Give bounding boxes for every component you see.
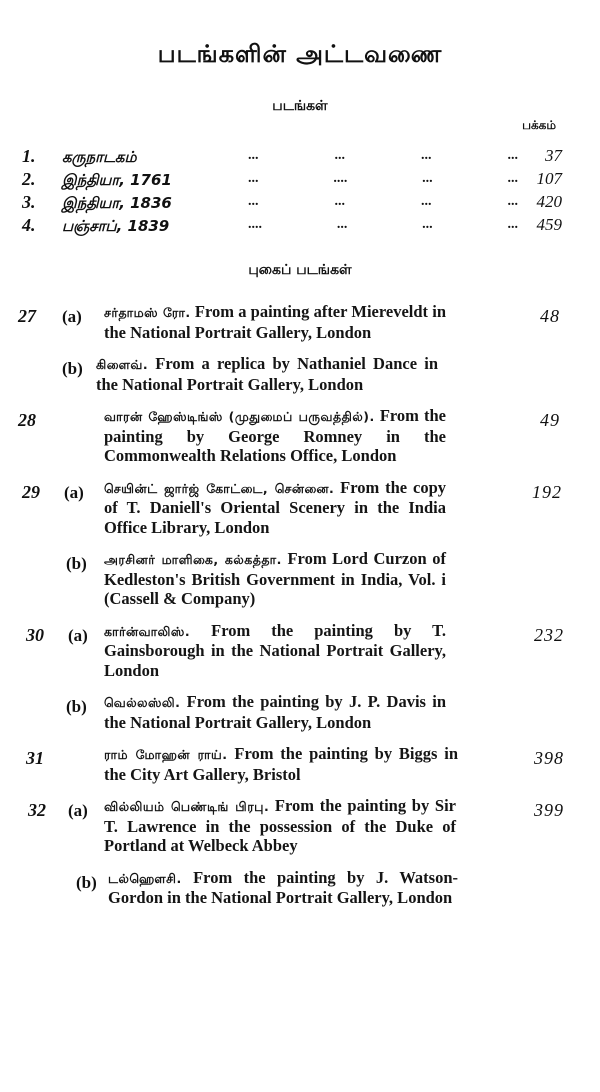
plate-caption xyxy=(104,796,456,856)
plate-caption xyxy=(104,692,446,732)
plate-source: From Lord Curzon of Kedleston's British Government in India, Vol. i (Cassell & Company) xyxy=(104,549,447,608)
map-entry xyxy=(22,169,562,192)
plate-page: 399 xyxy=(534,800,564,820)
plate-source: From the painting by Biggs in the City Art Gallery, Bristol xyxy=(104,744,459,784)
plate-letter: (a) xyxy=(64,482,84,502)
plate-source: From the painting by J. P. Davis in the National Portrait Gallery, London xyxy=(104,692,446,732)
plate-entry xyxy=(0,302,600,342)
maps-heading: படங்கள் xyxy=(272,98,328,114)
map-number: 3. xyxy=(22,192,36,212)
plate-number: 31 xyxy=(26,748,44,768)
plate-entry xyxy=(0,692,600,732)
plate-tamil-title: செயின்ட் ஜார்ஜ் கோட்டை, சென்னை. xyxy=(104,480,335,496)
plate-source: From a replica by Nathaniel Dance in the National Portrait Gallery, London xyxy=(96,354,438,394)
plate-tamil-title: வாரன் ஹேஸ்டிங்ஸ் (முதுமைப் பருவத்தில்). xyxy=(104,409,375,424)
plate-source: From the painting by T. Gainsborough in the National Portrait Gallery, London xyxy=(104,620,446,680)
map-name: பஞ்சாப், 1839 xyxy=(62,217,170,235)
leader-dots: ... ... ... ... xyxy=(248,148,518,163)
plate-letter: (a) xyxy=(68,801,88,820)
plate-letter: (a) xyxy=(62,307,82,326)
plate-page: 398 xyxy=(534,748,564,768)
plate-number: 28 xyxy=(18,410,36,430)
plates-list xyxy=(0,302,600,920)
leader-dots: .... ... ... ... xyxy=(248,217,518,232)
plate-entry xyxy=(0,796,600,856)
plate-page: 232 xyxy=(534,624,564,645)
plate-letter: (b) xyxy=(76,872,97,892)
plate-entry xyxy=(0,868,600,908)
maps-list xyxy=(22,146,562,238)
plate-caption xyxy=(104,621,446,681)
map-name: இந்தியா, 1836 xyxy=(62,194,172,212)
plate-source: From a painting after Miereveldt in the National Portrait Gallery, London xyxy=(104,302,447,342)
plate-letter: (b) xyxy=(66,554,87,573)
plate-caption xyxy=(108,868,458,908)
plate-letter: (a) xyxy=(68,625,88,645)
map-name: இந்தியா, 1761 xyxy=(62,171,172,189)
plate-entry xyxy=(0,549,600,609)
plate-tamil-title: வெல்லஸ்லி. xyxy=(104,695,181,710)
plate-caption xyxy=(96,354,438,394)
map-entry xyxy=(22,215,562,238)
leader-dots: ... .... ... ... xyxy=(248,171,518,186)
plate-source: From the painting by Sir T. Lawrence in the possession of the Duke of Portland at Welbeck Abbey xyxy=(104,796,456,855)
plate-letter: (b) xyxy=(62,359,83,378)
plate-number: 30 xyxy=(26,624,44,645)
plate-tamil-title: அரசினர் மாளிகை, கல்கத்தா. xyxy=(104,552,282,567)
map-page: 37 xyxy=(545,146,562,165)
plate-page: 192 xyxy=(532,481,562,502)
plate-entry xyxy=(0,621,600,681)
plate-caption xyxy=(104,478,446,538)
map-number: 2. xyxy=(22,169,36,189)
plate-source: From the painting by George Romney in the Commonwealth Relations Office, London xyxy=(104,406,447,465)
plates-heading: புகைப் படங்கள் xyxy=(248,262,352,278)
plate-tamil-title: கார்ன்வாலிஸ். xyxy=(104,623,191,639)
plate-source: From the copy of T. Daniell's Oriental Scenery in the India Office Library, London xyxy=(104,477,447,537)
map-page: 107 xyxy=(536,169,562,188)
plate-caption xyxy=(104,406,446,466)
plate-number: 32 xyxy=(28,800,46,820)
plate-caption xyxy=(104,744,458,784)
plate-tamil-title: கிளைவ். xyxy=(96,357,149,372)
plate-page: 49 xyxy=(540,410,560,430)
map-number: 4. xyxy=(22,215,36,235)
page-column-heading: பக்கம் xyxy=(522,118,556,132)
map-page: 459 xyxy=(536,215,562,234)
plate-number: 27 xyxy=(18,306,36,326)
plate-caption xyxy=(104,549,446,609)
map-name: கருநாடகம் xyxy=(62,148,137,166)
plate-entry xyxy=(0,478,600,538)
plate-source: From the painting by J. Watson-Gordon in the National Portrait Gallery, London xyxy=(108,867,458,907)
page-title: படங்களின் அட்டவணை xyxy=(157,40,443,68)
plate-number: 29 xyxy=(22,481,40,502)
plate-page: 48 xyxy=(540,306,560,326)
map-page: 420 xyxy=(536,192,562,211)
plate-caption xyxy=(104,302,446,342)
map-entry xyxy=(22,146,562,169)
plate-tamil-title: டல்ஹௌசி. xyxy=(108,870,182,886)
plate-entry xyxy=(0,744,600,784)
map-entry xyxy=(22,192,562,215)
plate-tamil-title: சர்தாமஸ் ரோ. xyxy=(104,305,191,320)
leader-dots: ... ... ... ... xyxy=(248,194,518,209)
plate-tamil-title: வில்லியம் பெண்டிங் பிரபு. xyxy=(104,799,270,814)
plate-tamil-title: ராம் மோஹன் ராய். xyxy=(104,747,228,762)
plate-entry xyxy=(0,354,600,394)
plate-entry xyxy=(0,406,600,466)
map-number: 1. xyxy=(22,146,36,166)
plate-letter: (b) xyxy=(66,697,87,716)
